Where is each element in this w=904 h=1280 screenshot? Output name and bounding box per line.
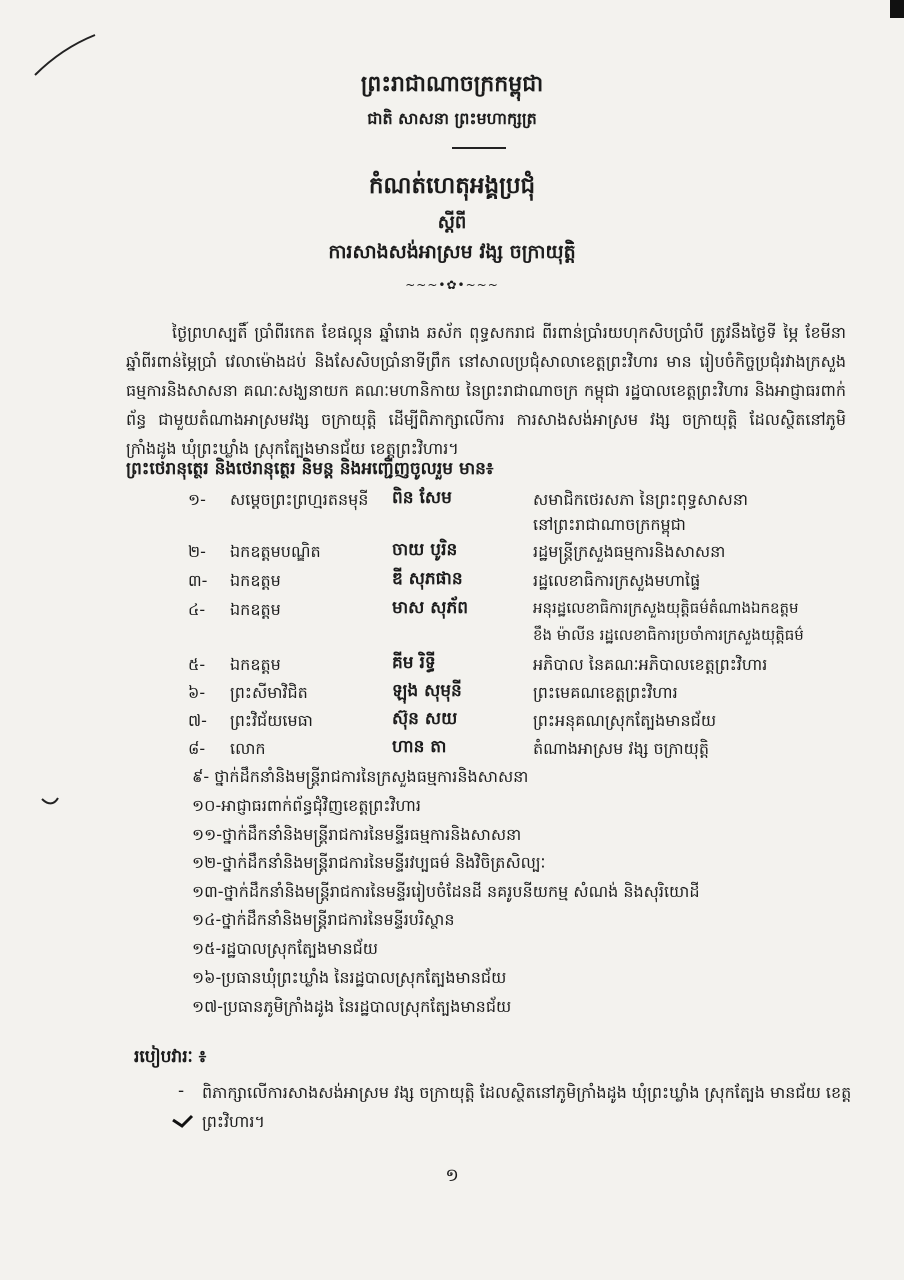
attendee-title: លោក	[230, 739, 266, 758]
attendee-title: សម្តេចព្រះព្រហ្មរតនមុនី	[230, 490, 369, 509]
kingdom-heading: ព្រះរាជាណាចក្រកម្ពុជា	[360, 72, 544, 97]
attendee-position: ព្រះអនុគណស្រុកត្បែងមានជ័យ	[533, 711, 717, 730]
attendee-num: ៦-	[188, 683, 206, 702]
attendee-name: មាស សុភ័ព	[392, 598, 469, 618]
pen-mark	[30, 30, 100, 80]
attendee-num: ៣-	[188, 571, 208, 590]
attendee-title: ព្រះសីមាវិជិត	[230, 683, 308, 702]
list-item: ៩- ថ្នាក់ដឹកនាំនិងមន្ត្រីរាជការនៃក្រសួងធម្មការនិងសាសនា	[192, 767, 529, 786]
attendee-position: តំណាងអាស្រម វង្ស ចក្រាយុត្តិ	[533, 739, 710, 758]
divider	[452, 147, 506, 149]
attendee-title: ឯកឧត្តម	[230, 571, 281, 590]
attendee-name: ស៊ុន សយ	[392, 709, 458, 729]
topic-heading: ការសាងសង់អាស្រម វង្ស ចក្រាយុត្តិ	[328, 241, 576, 263]
attendee-position: ព្រះមេគណខេត្តព្រះវិហារ	[533, 683, 678, 702]
agenda-bullet: -	[178, 1081, 185, 1101]
attendee-num: ៥-	[188, 655, 206, 674]
list-item: ១៤-ថ្នាក់ដឹកនាំនិងមន្ត្រីរាជការនៃមន្ទីរបរិស្ថាន	[192, 910, 455, 929]
ornament-divider: ~~~•✿•~~~	[405, 278, 499, 292]
attendee-title: ព្រះវិជ័យមេធា	[230, 711, 313, 730]
attendee-title: ឯកឧត្តម	[230, 600, 281, 619]
attendee-name: ឌី សុភផាន	[392, 569, 463, 589]
subject-label: ស្ដីពី	[437, 212, 467, 233]
attendee-num: ៧-	[188, 711, 207, 730]
list-item: ១៥-រដ្ឋបាលស្រុកត្បែងមានជ័យ	[192, 939, 379, 958]
attendee-title: ឯកឧត្តម	[230, 655, 281, 674]
intro-paragraph: ថ្ងៃព្រហស្បតិ៍ ប្រាំពីរកេត ខែផល្គុន ឆ្នាំរោង ឆស័ក ពុទ្ធសករាជ ពីរពាន់ប្រាំរយហុកសិបប្រាំបី ត្រូវនឹងថ្ងៃទី ម្ភៃ ខែមីនា ឆ្នាំពីរពាន់ម្ភៃប្រាំ វេលាម៉ោងដប់ និងសែសិបប្រាំនាទីព្រឹក នៅសាលប្រជុំសាលាខេត្តព្រះវិហារ មាន រៀបចំកិច្ចប្រជុំរវាងក្រសួងធម្មការនិងសាសនា គណៈសង្ឃនាយក គណៈមហានិកាយ នៃព្រះរាជាណាចក្រ កម្ពុជា រដ្ឋបាលខេត្តព្រះវិហារ និងអាជ្ញាធរពាក់ព័ន្ធ ជាមួយតំណាងអាស្រមវង្ស ចក្រាយុត្តិ ដើម្បីពិភាក្សាលើការ ការសាងសង់អាស្រម វង្ស ចក្រាយុត្តិ ដែលស្ថិតនៅភូមិក្រាំងដូង ឃុំព្រះឃ្លាំង ស្រុកត្បែងមានជ័យ ខេត្តព្រះវិហារ។	[126, 323, 846, 458]
motto-heading: ជាតិ សាសនា ព្រះមហាក្សត្រ	[367, 109, 537, 128]
attendee-position: អនុរដ្ឋលេខាធិការក្រសួងយុត្តិធម៌តំណាងឯកឧត្តម	[533, 599, 799, 617]
attendee-num: ៨-	[188, 739, 206, 758]
attendee-name: ឡុង សុមុនី	[392, 681, 462, 701]
attendee-num: ៤-	[188, 600, 206, 619]
pen-mark	[170, 1112, 196, 1132]
attendee-title: ឯកឧត្តមបណ្ឌិត	[230, 542, 321, 561]
attendee-name: ហាន តា	[392, 737, 447, 757]
list-item: ១៦-ប្រធានឃុំព្រះឃ្លាំង នៃរដ្ឋបាលស្រុកត្បែងមានជ័យ	[192, 968, 507, 987]
document-title: កំណត់ហេតុអង្គប្រជុំ	[368, 173, 536, 199]
list-item: ១២-ថ្នាក់ដឹកនាំនិងមន្ត្រីរាជការនៃមន្ទីរវប្បធម៌ និងវិចិត្រសិល្បៈ	[192, 853, 546, 872]
pen-mark	[40, 795, 60, 809]
attendee-position: សមាជិកថេរសភា នៃព្រះពុទ្ធសាសនា	[533, 490, 748, 509]
attendee-position: រដ្ឋមន្ត្រីក្រសួងធម្មការនិងសាសនា	[533, 542, 726, 561]
attendee-name: ពិន សែម	[392, 488, 452, 508]
list-item: ១១-ថ្នាក់ដឹកនាំនិងមន្ត្រីរាជការនៃមន្ទីរធម្មការនិងសាសនា	[192, 825, 522, 844]
corner-mark	[884, 0, 904, 20]
attendee-num: ២-	[188, 542, 206, 561]
agenda-item: ពិភាក្សាលើការសាងសង់អាស្រម វង្ស ចក្រាយុត្តិ ដែលស្ថិតនៅភូមិក្រាំងដូង ឃុំព្រះឃ្លាំង ស្រុកត្បែង មានជ័យ ខេត្តព្រះវិហារ។	[202, 1083, 852, 1131]
list-item: ១៧-ប្រធានភូមិក្រាំងដូង នៃរដ្ឋបាលស្រុកត្បែងមានជ័យ	[192, 997, 512, 1016]
attendee-position-line2: ខឹង ម៉ាលីន រដ្ឋលេខាធិការប្រចាំការក្រសួងយុត្តិធម៌	[533, 626, 804, 644]
attendees-heading: ព្រះថេរានុត្ថេរ និងថេរានុត្ថេរ និមន្ត និងអញ្ជើញចូលរួម មាន៖	[126, 459, 494, 479]
list-item: ១៣-ថ្នាក់ដឹកនាំនិងមន្ត្រីរាជការនៃមន្ទីររៀបចំដែនដី នគរូបនីយកម្ម សំណង់ និងសុរិយោដី	[192, 882, 700, 901]
attendee-name: ចាយ បូរិន	[392, 540, 458, 560]
attendee-position-line2: នៅព្រះរាជាណាចក្រកម្ពុជា	[533, 515, 686, 534]
list-item: ១០-អាជ្ញាធរពាក់ព័ន្ធជុំវិញខេត្តព្រះវិហារ	[192, 796, 421, 815]
attendee-position: អភិបាល នៃគណៈអភិបាលខេត្តព្រះវិហារ	[533, 655, 768, 674]
attendee-num: ១-	[188, 490, 206, 509]
agenda-heading: របៀបវារៈ ៖	[134, 1047, 207, 1067]
attendee-name: គីម រិទ្ធី	[392, 653, 436, 673]
attendee-position: រដ្ឋលេខាធិការក្រសួងមហាផ្ទៃ	[533, 571, 701, 590]
page-number: ១	[445, 1165, 459, 1186]
